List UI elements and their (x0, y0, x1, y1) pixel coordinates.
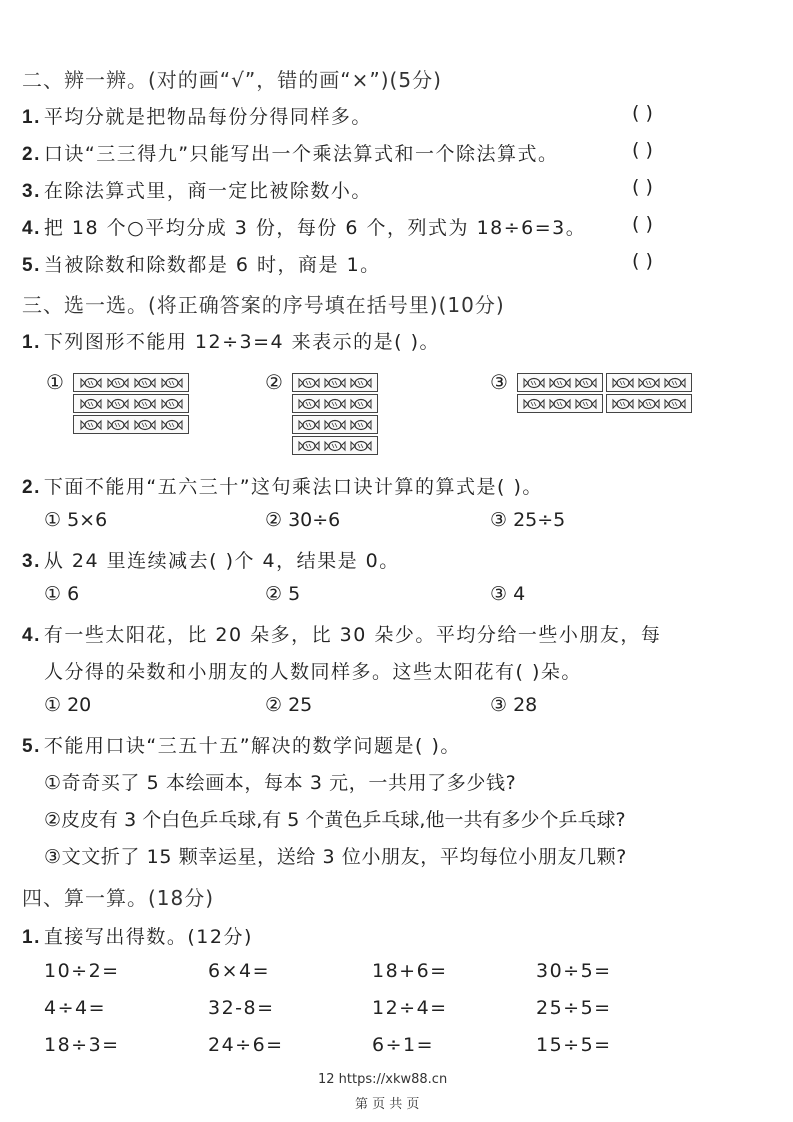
figure-option-2[interactable] (292, 373, 378, 455)
calc-item[interactable]: 18+6= (372, 960, 448, 982)
candy-icon (664, 398, 686, 410)
candy-icon (298, 377, 320, 389)
figure-option-1-label[interactable]: ① (46, 370, 64, 394)
candy-icon (612, 377, 634, 389)
q2-option-2[interactable]: ② 30÷6 (265, 509, 341, 531)
candy-icon (80, 398, 102, 410)
q5-option-3[interactable]: ③文文折了 15 颗幸运星，送给 3 位小朋友，平均每位小朋友几颗? (44, 846, 627, 868)
answer-paren-1[interactable]: ( ) (632, 102, 653, 124)
figure-option-2-label[interactable]: ② (265, 370, 283, 394)
candy-icon (324, 398, 346, 410)
candy-icon (324, 440, 346, 452)
candy-icon (161, 377, 183, 389)
candy-row (517, 394, 603, 413)
calc-item[interactable]: 24÷6= (208, 1034, 284, 1056)
q3-option-3[interactable]: ③ 4 (490, 583, 526, 605)
figure-option-3-label[interactable]: ③ (490, 370, 508, 394)
candy-row (517, 373, 603, 392)
candy-icon (638, 377, 660, 389)
calc-item[interactable]: 4÷4= (44, 997, 107, 1019)
judge-item-1: 1. 平均分就是把物品每份分得同样多。 (22, 106, 372, 128)
candy-icon (664, 377, 686, 389)
candy-row (606, 394, 692, 413)
calc-item[interactable]: 15÷5= (536, 1034, 612, 1056)
answer-paren-2[interactable]: ( ) (632, 139, 653, 161)
answer-paren-3[interactable]: ( ) (632, 176, 653, 198)
candy-icon (638, 398, 660, 410)
choice-q1: 1. 下列图形不能用 12÷3=4 来表示的是( )。 (22, 331, 440, 353)
choice-q4-line2[interactable]: 人分得的朵数和小朋友的人数同样多。这些太阳花有( )朵。 (44, 661, 582, 683)
figure-option-1[interactable] (73, 373, 189, 434)
figure-option-3[interactable] (517, 373, 692, 413)
q4-option-1[interactable]: ① 20 (44, 694, 92, 716)
candy-icon (523, 398, 545, 410)
calc-item[interactable]: 6×4= (208, 960, 271, 982)
calc-item[interactable]: 25÷5= (536, 997, 612, 1019)
calc-item[interactable]: 30÷5= (536, 960, 612, 982)
candy-icon (107, 377, 129, 389)
choice-q4: 4. 有一些太阳花，比 20 朵多，比 30 朵少。平均分给一些小朋友，每 (22, 624, 662, 646)
candy-icon (107, 419, 129, 431)
section-4-title: 四、算一算。(18分) (22, 886, 215, 910)
candy-row (292, 436, 378, 455)
candy-icon (350, 419, 372, 431)
candy-icon (549, 377, 571, 389)
candy-icon (80, 377, 102, 389)
candy-icon (549, 398, 571, 410)
choice-q2: 2. 下面不能用“五六三十”这句乘法口诀计算的算式是( )。 (22, 476, 543, 498)
candy-row (73, 373, 189, 392)
candy-icon (324, 419, 346, 431)
candy-icon (324, 377, 346, 389)
candy-row (73, 415, 189, 434)
choice-q3: 3. 从 24 里连续减去( )个 4，结果是 0。 (22, 550, 400, 572)
candy-row (292, 394, 378, 413)
candy-icon (350, 440, 372, 452)
candy-icon (161, 398, 183, 410)
judge-item-2: 2. 口诀“三三得九”只能写出一个乘法算式和一个除法算式。 (22, 143, 559, 165)
section-3-title: 三、选一选。(将正确答案的序号填在括号里)(10分) (22, 293, 505, 317)
candy-icon (161, 419, 183, 431)
candy-icon (134, 419, 156, 431)
candy-row (606, 373, 692, 392)
q3-option-2[interactable]: ② 5 (265, 583, 301, 605)
q3-option-1[interactable]: ① 6 (44, 583, 80, 605)
candy-icon (298, 398, 320, 410)
judge-item-3: 3. 在除法算式里，商一定比被除数小。 (22, 180, 372, 202)
candy-icon (80, 419, 102, 431)
candy-icon (575, 398, 597, 410)
candy-icon (575, 377, 597, 389)
calc-item[interactable]: 10÷2= (44, 960, 120, 982)
calc-item[interactable]: 18÷3= (44, 1034, 120, 1056)
q4-option-2[interactable]: ② 25 (265, 694, 313, 716)
q2-option-3[interactable]: ③ 25÷5 (490, 509, 566, 531)
candy-icon (134, 377, 156, 389)
candy-icon (523, 377, 545, 389)
calc-sub-1: 1. 直接写出得数。(12分) (22, 926, 253, 948)
candy-row (292, 373, 378, 392)
candy-row (292, 415, 378, 434)
judge-item-5: 5. 当被除数和除数都是 6 时，商是 1。 (22, 254, 381, 276)
candy-icon (134, 398, 156, 410)
candy-box-row (517, 394, 692, 413)
watermark-url[interactable]: 12 https://xkw88.cn (318, 1072, 448, 1087)
section-2-title: 二、辨一辨。(对的画“√”，错的画“×”)(5分) (22, 68, 442, 92)
choice-q5: 5. 不能用口诀“三五十五”解决的数学问题是( )。 (22, 735, 461, 757)
candy-icon (298, 419, 320, 431)
answer-paren-4[interactable]: ( ) (632, 213, 653, 235)
page-number: 第 页 共 页 (355, 1097, 420, 1112)
q5-option-2[interactable]: ②皮皮有 3 个白色乒乓球,有 5 个黄色乒乓球,他一共有多少个乒乓球? (44, 809, 626, 831)
candy-icon (350, 398, 372, 410)
candy-box-row (517, 373, 692, 392)
calc-item[interactable]: 12÷4= (372, 997, 448, 1019)
candy-icon (298, 440, 320, 452)
calc-item[interactable]: 6÷1= (372, 1034, 435, 1056)
q2-option-1[interactable]: ① 5×6 (44, 509, 108, 531)
candy-icon (612, 398, 634, 410)
calc-item[interactable]: 32-8= (208, 997, 275, 1019)
q5-option-1[interactable]: ①奇奇买了 5 本绘画本，每本 3 元，一共用了多少钱? (44, 772, 517, 794)
candy-row (73, 394, 189, 413)
q4-option-3[interactable]: ③ 28 (490, 694, 538, 716)
candy-icon (107, 398, 129, 410)
candy-icon (350, 377, 372, 389)
answer-paren-5[interactable]: ( ) (632, 250, 653, 272)
judge-item-4: 4. 把 18 个○平均分成 3 份，每份 6 个，列式为 18÷6=3。 (22, 217, 587, 239)
